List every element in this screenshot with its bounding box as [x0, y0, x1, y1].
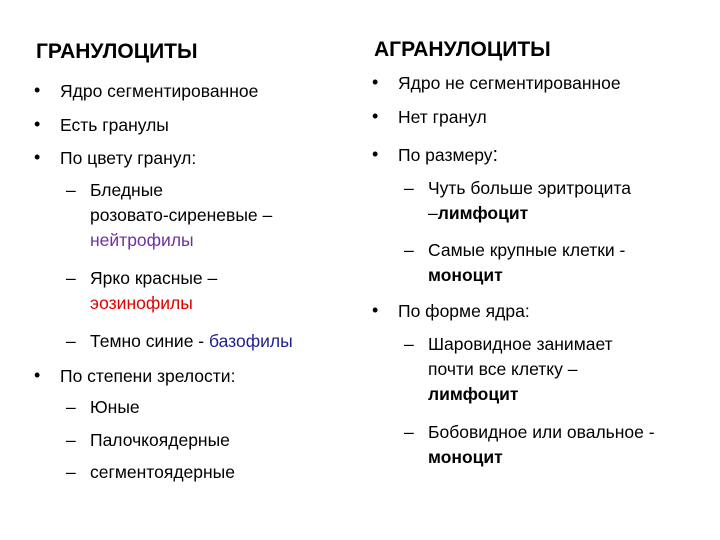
dash-icon: –: [66, 268, 76, 288]
monocyte-term: моноцит: [428, 265, 503, 285]
right-sub-monocyte-line1: Самые крупные клетки -: [428, 240, 626, 260]
right-bullet-granules-text: Нет гранул: [398, 107, 487, 127]
dash-icon: –: [404, 422, 414, 442]
dash-icon: –: [404, 178, 414, 198]
bullet-icon: •: [34, 114, 41, 134]
granulocytes-heading: ГРАНУЛОЦИТЫ: [36, 40, 198, 63]
bullet-icon: •: [34, 147, 41, 167]
basophils-term: базофилы: [208, 331, 293, 351]
bullet-icon: •: [34, 365, 41, 385]
left-sub-neutrophils-line1: Бледные: [90, 180, 164, 200]
dash-icon: –: [66, 430, 76, 450]
agranulocytes-heading: АГРАНУЛОЦИТЫ: [374, 38, 551, 61]
right-bullet-nucleus-text: Ядро не сегментированное: [398, 73, 621, 93]
neutrophils-term: нейтрофилы: [90, 230, 194, 250]
bullet-icon: •: [34, 80, 41, 100]
right-sub-lymphocyte-line1: Чуть больше эритроцита: [428, 178, 632, 198]
left-sub-basophils-text: Темно синие -: [90, 331, 209, 351]
left-bullet-color-text: По цвету гранул:: [60, 148, 197, 168]
dash-icon: –: [404, 240, 414, 260]
dash-icon: –: [66, 397, 76, 417]
dash-icon: –: [66, 462, 76, 482]
right-sub-spherical-line2: почти все клетку –: [428, 359, 578, 379]
eosinophils-term: эозинофилы: [90, 293, 193, 313]
left-sub-eosinophils-line1: Ярко красные –: [90, 268, 218, 288]
left-bullet-granules-text: Есть гранулы: [60, 115, 169, 135]
left-sub-band-text: Палочкоядерные: [90, 430, 230, 450]
lymphocyte-term-2: лимфоцит: [428, 384, 519, 404]
left-sub-young-text: Юные: [90, 397, 140, 417]
right-bullet-size-colon: :: [492, 144, 499, 166]
left-sub-neutrophils-line2: розовато-сиреневые –: [90, 205, 273, 225]
left-bullet-maturity-text: По степени зрелости:: [60, 366, 236, 386]
right-sub-spherical-line1: Шаровидное занимает: [428, 334, 613, 354]
dash-icon: –: [66, 331, 76, 351]
right-bullet-size-text: По размеру: [398, 145, 493, 165]
bullet-icon: •: [372, 144, 379, 164]
left-bullet-nucleus-text: Ядро сегментированное: [60, 81, 259, 101]
lymphocyte-term: лимфоцит: [437, 203, 529, 223]
bullet-icon: •: [372, 300, 379, 320]
dash-icon: –: [66, 180, 76, 200]
bullet-icon: •: [372, 72, 379, 92]
right-sub-bean-line1: Бобовидное или овальное -: [428, 422, 655, 442]
left-sub-segmented-text: сегментоядерные: [90, 462, 235, 482]
right-bullet-shape-text: По форме ядра:: [398, 301, 530, 321]
right-sub-lymphocyte-dash: –: [428, 203, 438, 223]
bullet-icon: •: [372, 106, 379, 126]
monocyte-term-2: моноцит: [428, 447, 503, 467]
dash-icon: –: [404, 334, 414, 354]
